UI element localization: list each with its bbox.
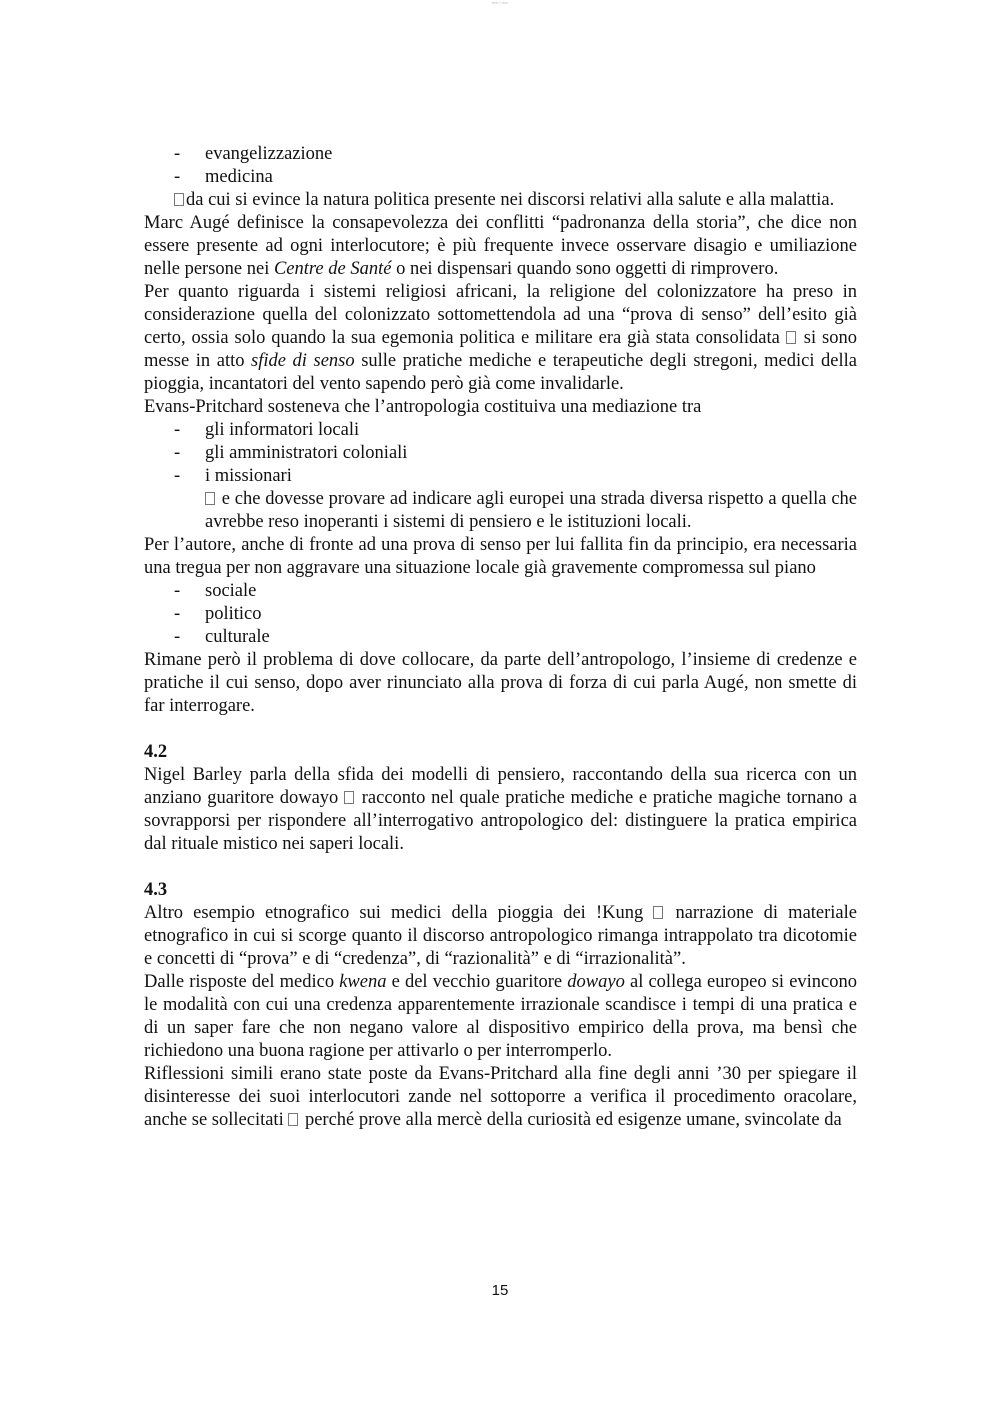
list-item: - i missionari bbox=[174, 466, 292, 486]
bullet-dash: - bbox=[174, 443, 181, 463]
paragraph: da cui si evince la natura politica presente nei discorsi relativi alla salute e alla malattia. bbox=[144, 189, 857, 212]
paragraph: Per l’autore, anche di fronte ad una prova di senso per lui fallita fin da principio, era necessaria una tregua per non aggravare una situazione locale già gravemente compromessa sul piano bbox=[144, 535, 857, 578]
bullet-dash: - bbox=[174, 604, 181, 624]
bullet-dash: - bbox=[174, 420, 181, 440]
arrow-glyph-icon bbox=[174, 193, 184, 206]
section-heading: 4.2 bbox=[144, 742, 168, 762]
arrow-glyph-icon bbox=[786, 331, 796, 344]
list-item-text: medicina bbox=[205, 167, 273, 187]
header-mark: text / doc bbox=[491, 0, 509, 5]
arrow-glyph-icon bbox=[205, 492, 215, 505]
paragraph: Rimane però il problema di dove collocare, da parte dell’antropologo, l’insieme di credenze e pratiche il cui senso, dopo aver rinunciato alla prova di forza di cui parla Augé, non smette di far interrogare. bbox=[144, 650, 857, 716]
page-number: 15 bbox=[491, 1282, 509, 1299]
bullet-dash: - bbox=[174, 167, 181, 187]
paragraph: e che dovesse provare ad indicare agli europei una strada diversa rispetto a quella che avrebbe reso inoperanti i sistemi di pensiero e le istituzioni locali. bbox=[205, 489, 857, 532]
paragraph: Nigel Barley parla della sfida dei modelli di pensiero, raccontando della sua ricerca con un anziano guaritore dowayo racconto nel quale pratiche mediche e pratiche magiche tornano a sovrapporsi per rispondere all’interrogativo antropologico del: distinguere la pratica empirica dal rituale mistico nei saperi locali. bbox=[144, 765, 857, 854]
list-item-text: evangelizzazione bbox=[205, 144, 333, 164]
list-item bbox=[144, 143, 857, 166]
paragraph: Riflessioni simili erano state poste da Evans-Pritchard alla fine degli anni ’30 per spiegare il disinteresse dei suoi interlocutori zande nel sottoporre a verifica il procedimento oracolare, anche se sollecitati perché prove alla mercè della curiosità ed esigenze umane, svincolate da bbox=[144, 1064, 857, 1130]
bullet-dash: - bbox=[174, 627, 181, 647]
list-item: - gli informatori locali bbox=[174, 420, 360, 440]
bullet-dash: - bbox=[174, 581, 181, 601]
list-item: - politico bbox=[174, 604, 262, 624]
list-item: - culturale bbox=[174, 627, 270, 647]
list-item: - sociale bbox=[174, 581, 257, 601]
arrow-glyph-icon bbox=[288, 1113, 298, 1126]
bullet-dash: - bbox=[174, 466, 181, 486]
paragraph: Evans-Pritchard sosteneva che l’antropologia costituiva una mediazione tra bbox=[144, 397, 702, 417]
list-item bbox=[144, 166, 857, 189]
list-item: - gli amministratori coloniali bbox=[174, 443, 408, 463]
paragraph: Dalle risposte del medico kwena e del vecchio guaritore dowayo al collega europeo si evincono le modalità con cui una credenza apparentemente irrazionale scandisce i tempi di una pratica e di un saper fare che non negano valore al dispositivo empirico della prova, ma bensì che richiedono una buona ragione per attivarlo o per interromperlo. bbox=[144, 972, 858, 1061]
paragraph: Altro esempio etnografico sui medici della pioggia dei !Kung narrazione di materiale etnografico in cui si scorge quanto il discorso antropologico rimanga intrappolato tra dicotomie e concetti di “prova” e di “credenza”, di “razionalità” e di “irrazionalità”. bbox=[144, 903, 857, 969]
section-heading: 4.3 bbox=[144, 880, 168, 900]
arrow-glyph-icon bbox=[344, 791, 354, 804]
bullet-dash: - bbox=[174, 144, 181, 164]
paragraph: Marc Augé definisce la consapevolezza dei conflitti “padronanza della storia”, che dice non essere presente ad ogni interlocutore; è più frequente invece osservare disagio e umiliazione nelle persone nei Centre de Santé o nei dispensari quando sono oggetti di rimprovero. bbox=[144, 213, 857, 279]
arrow-glyph-icon bbox=[653, 906, 663, 919]
paragraph: Per quanto riguarda i sistemi religiosi africani, la religione del colonizzatore ha preso in considerazione quella del colonizzato sottomettendola ad una “prova di senso” dell’esito già certo, ossia solo quando la sua egemonia politica e militare era già stata consolidata si sono messe in atto sfide di senso sulle pratiche mediche e terapeutiche degli stregoni, medici della pioggia, incantatori del vento sapendo però già come invalidarle. bbox=[144, 282, 857, 394]
page-body bbox=[144, 143, 857, 1132]
